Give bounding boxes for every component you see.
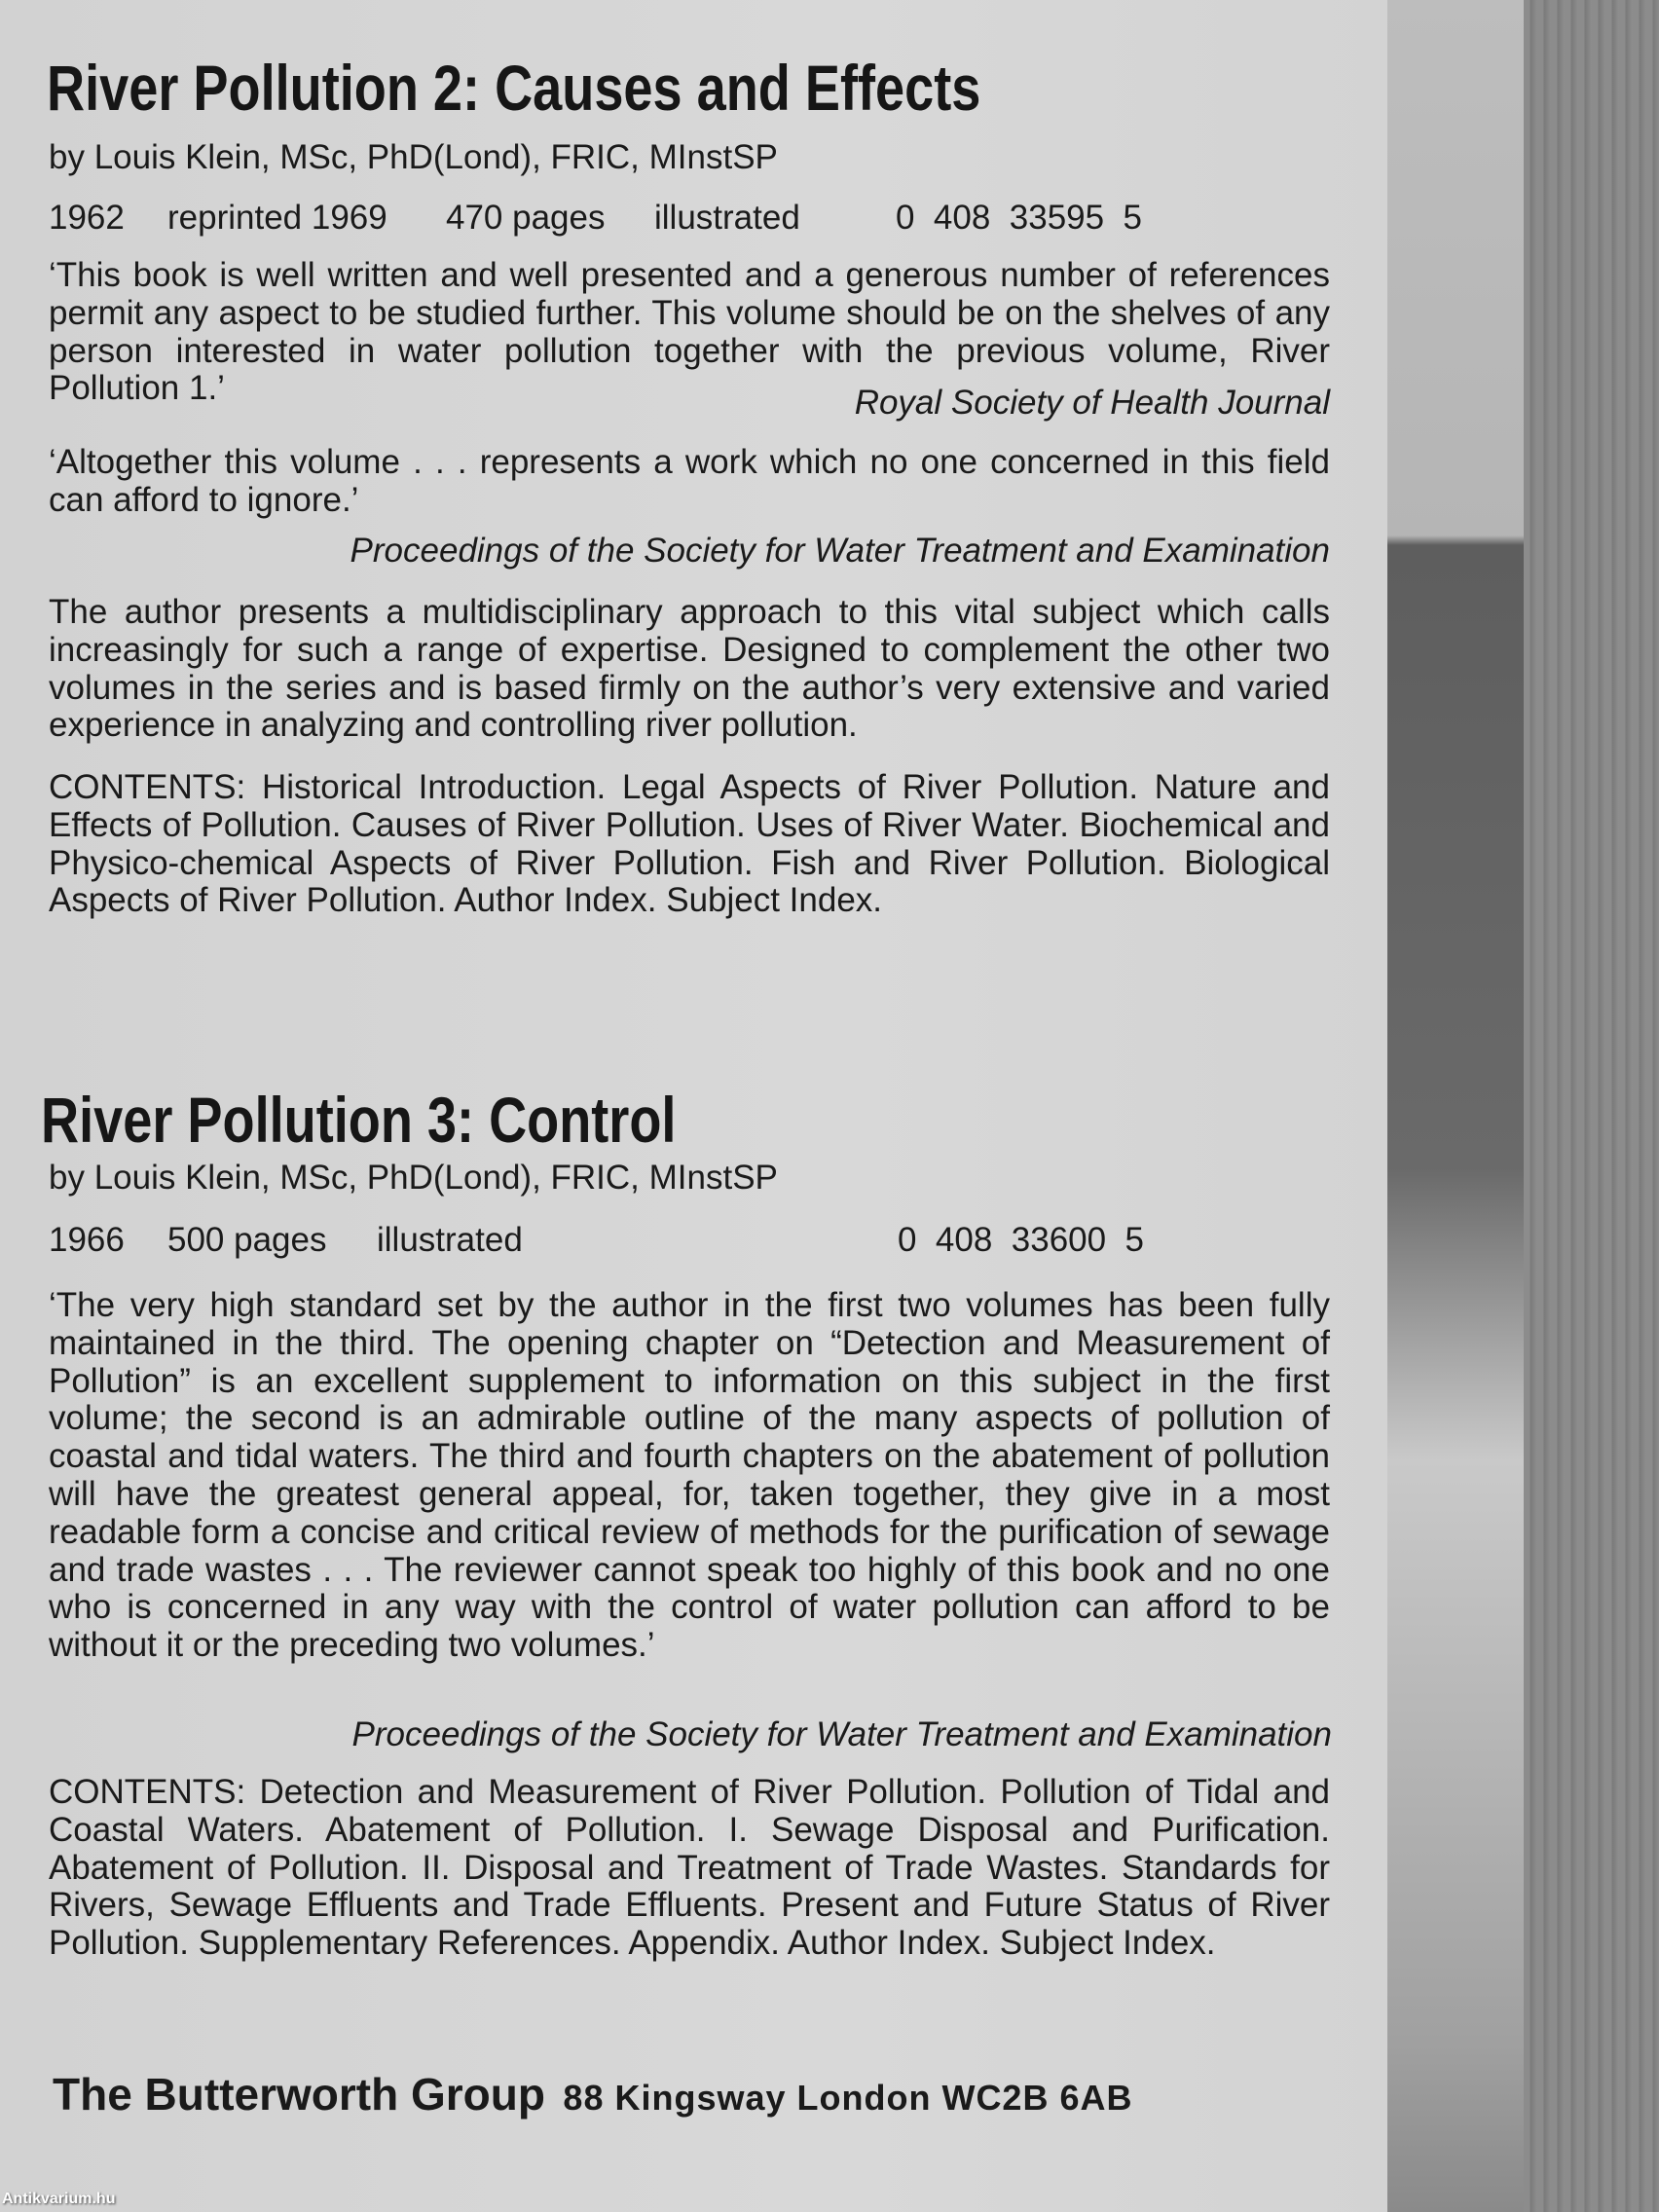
- book3-year: 1966: [49, 1221, 125, 1259]
- book2-details: [49, 199, 1330, 238]
- book2-description: The author presents a multidisciplinary approach to this vital subject which calls increasingly for such a range of expertise. Designed to complement the other two volumes in the series and is based firmly on the author’s very extensive and varied experience in analyzing and controlling river pollution.: [49, 593, 1330, 745]
- book3-pages: 500 pages: [167, 1221, 327, 1259]
- watermark: Antikvarium.hu: [2, 2191, 116, 2207]
- book3-author: by Louis Klein, MSc, PhD(Lond), FRIC, MInstSP: [49, 1159, 778, 1197]
- publisher-address: 88 Kingsway London WC2B 6AB: [563, 2078, 1133, 2118]
- publisher-footer: [53, 2068, 1132, 2120]
- book2-review-quote-2: ‘Altogether this volume . . . represents a work which no one concerned in this field can afford to ignore.’: [49, 443, 1330, 519]
- cover-spine-photo: [1387, 0, 1524, 2212]
- book2-year: 1962: [49, 199, 125, 237]
- book2-reprint: reprinted 1969: [167, 199, 387, 237]
- book2-contents: CONTENTS: Historical Introduction. Legal Aspects of River Pollution. Nature and Effects of Pollution. Causes of River Pollution. Uses of River Water. Biochemical and Physico-chemical Aspects of River Pollution. Fish and River Pollution. Biological Aspects of River Pollution. Author Index. Subject Index.: [49, 768, 1330, 920]
- quote-text: ‘This book is well written and well presented and a generous number of references permit any aspect to be studied further. This volume should be on the shelves of any person interested in water pollution together with the previous volume, River Pollution 1.’: [49, 256, 1330, 408]
- book2-title: River Pollution 2: Causes and Effects: [47, 52, 981, 124]
- book2-pages: 470 pages: [446, 199, 606, 237]
- book3-title: River Pollution 3: Control: [41, 1084, 677, 1156]
- book3-review-quote: ‘The very high standard set by the author in the first two volumes has been fully maintained in the third. The opening chapter on “Detection and Measurement of Pollution” is an excellent supplement to information on this subject in the first volume; the second is an admirable outline of the many aspects of pollution of coastal and tidal waters. The third and fourth chapters on the abatement of pollution will have the greatest general appeal, for, taken together, they give in a most readable form a concise and critical review of methods for the purification of sewage and trade wastes . . . The reviewer cannot speak too highly of this book and no one who is concerned in any way with the control of water pollution can afford to be without it or the preceding two volumes.’: [49, 1286, 1330, 1665]
- book2-review-source: Royal Society of Health Journal: [854, 384, 1330, 422]
- book3-review-source: Proceedings of the Society for Water Treatment and Examination: [351, 1715, 1332, 1753]
- book3-illustrated: illustrated: [377, 1221, 523, 1259]
- book2-author: by Louis Klein, MSc, PhD(Lond), FRIC, MInstSP: [49, 138, 778, 176]
- book3-isbn: 0 408 33600 5: [898, 1221, 1144, 1259]
- book3-contents: CONTENTS: Detection and Measurement of River Pollution. Pollution of Tidal and Coastal Waters. Abatement of Pollution. I. Sewage Disposal and Purification. Abatement of Pollution. II. Disposal and Treatment of Trade Wastes. Standards for Rivers, Sewage Effluents and Trade Effluents. Present and Future Status of River Pollution. Supplementary References. Appendix. Author Index. Subject Index.: [49, 1773, 1330, 1963]
- book3-details: [49, 1221, 1330, 1260]
- book2-illustrated: illustrated: [654, 199, 800, 237]
- book2-isbn: 0 408 33595 5: [896, 199, 1142, 237]
- book2-review-source-2: Proceedings of the Society for Water Treatment and Examination: [350, 532, 1330, 570]
- background-board: [1524, 0, 1659, 2212]
- publisher-name: The Butterworth Group: [53, 2069, 545, 2120]
